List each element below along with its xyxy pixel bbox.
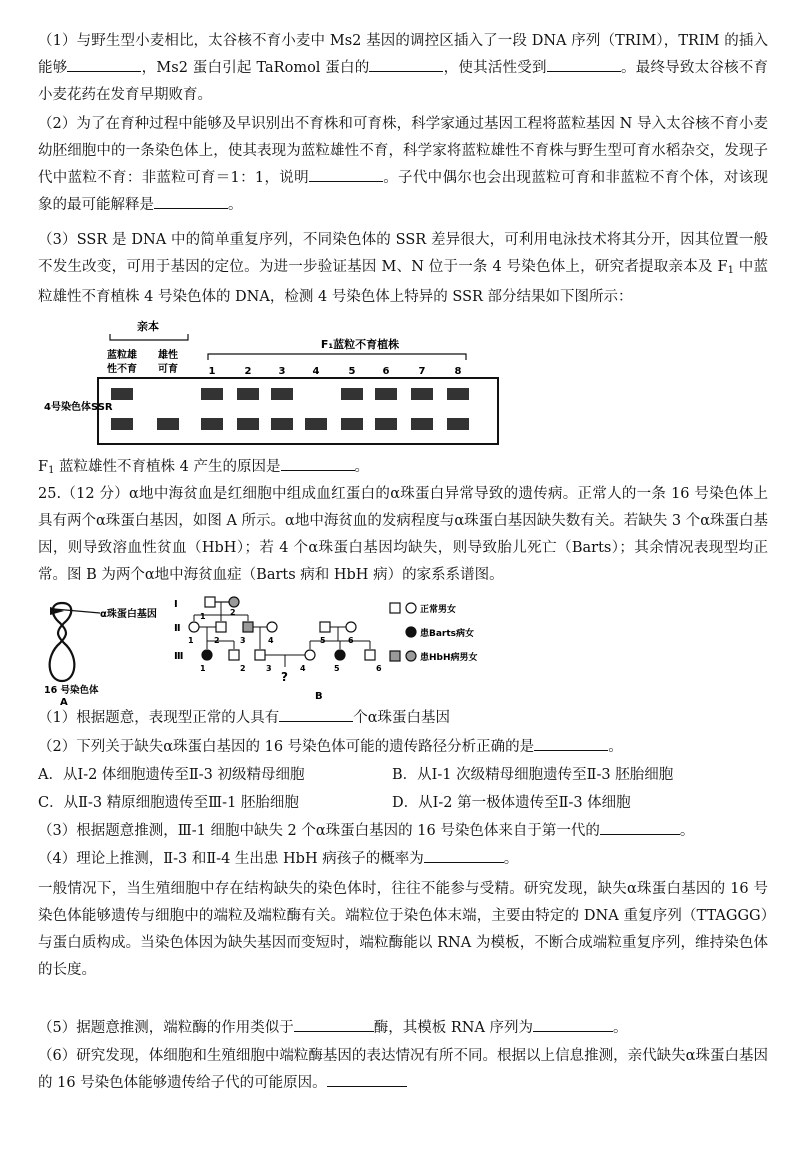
gel-band	[341, 388, 363, 400]
f1-label: F₁蓝粒不育植株	[320, 338, 400, 351]
subscript: 1	[48, 465, 55, 476]
parents-label: 亲本	[137, 320, 159, 333]
pedigree-I-1-male	[205, 597, 215, 607]
parent2-label: 雄性	[158, 350, 178, 361]
q25-part3	[38, 818, 768, 845]
gene-label: α珠蛋白基因	[100, 609, 157, 620]
gel-band	[375, 418, 397, 430]
answer-blank[interactable]	[67, 57, 141, 72]
pedigree-figure	[170, 593, 390, 703]
pedigree-unknown-child: ?	[281, 670, 288, 684]
q24-part1-text-a: （1）与野生型小麦相比，太谷核不育小麦中 Ms2 基因的调控区插入了一段 DNA 序列（TRIM），TRIM 的插入能够	[38, 33, 768, 76]
gel-band	[271, 418, 293, 430]
subscript: 1	[727, 265, 734, 276]
q25-part5-text-b: 酶，其模板 RNA 序列为	[373, 1020, 534, 1036]
pedigree-II-4	[267, 622, 277, 632]
figure-a	[40, 595, 170, 705]
lane-label-7: 7	[418, 366, 426, 377]
q25-part4-text-a: （4）理论上推测，Ⅱ-3 和Ⅱ-4 生出患 HbH 病孩子的概率为	[38, 851, 424, 867]
pedigree-II-1	[189, 622, 199, 632]
pedigree-number: 5	[320, 636, 326, 645]
legend-barts-icon	[406, 627, 416, 637]
gel-frame	[98, 378, 498, 444]
pedigree-number: 4	[268, 636, 274, 645]
q24-part1	[38, 28, 768, 109]
legend-normal-female-icon	[406, 603, 416, 613]
q24-part2-text-c: 。	[228, 197, 243, 213]
lane-label-5: 5	[348, 366, 356, 377]
answer-blank[interactable]	[309, 167, 383, 182]
parent1-label: 蓝粒雄	[107, 350, 137, 361]
gel-band	[237, 388, 259, 400]
pedigree-III-4	[305, 650, 315, 660]
q25-part5	[38, 1015, 768, 1042]
gel-band	[201, 388, 223, 400]
option-b[interactable]: B．从Ⅰ-1 次级精母细胞遗传至Ⅱ-3 胚胎细胞	[392, 767, 674, 783]
pedigree-II-5	[320, 622, 330, 632]
q24-part1-text-c: ，使其活性受到	[443, 60, 547, 76]
answer-blank[interactable]	[547, 57, 621, 72]
lane-labels	[209, 366, 462, 377]
pedigree-II-6	[346, 622, 356, 632]
q25-part2	[38, 734, 768, 761]
chromosome-16-shape	[50, 603, 75, 681]
pedigree-number: 2	[240, 664, 246, 673]
q24-part2	[38, 111, 768, 219]
q24-part1-text-d: 。最终导致太谷核不育小麦花药在发育早期败育。	[38, 60, 769, 103]
gel-band	[271, 388, 293, 400]
answer-blank[interactable]	[534, 736, 608, 751]
gel-band	[157, 418, 179, 430]
lane-label-8: 8	[454, 366, 462, 377]
pedigree-I-2-hbh-female	[229, 597, 239, 607]
pedigree-III-3	[255, 650, 265, 660]
pedigree-number: 4	[300, 664, 306, 673]
generation-II-label: Ⅱ	[174, 623, 181, 634]
q25-part4	[38, 846, 768, 873]
pedigree-number: 1	[200, 612, 206, 621]
q25-part1-text-b: 个α珠蛋白基因	[353, 710, 451, 726]
legend-barts-label: 患Barts病女	[420, 629, 475, 639]
chromosome-label: 16 号染色体	[44, 685, 99, 696]
lane-label-1: 1	[208, 366, 216, 377]
figure-b-label: B	[315, 691, 323, 702]
answer-blank[interactable]	[533, 1017, 613, 1032]
legend-hbh-female-icon	[406, 651, 416, 661]
legend-hbh-label: 患HbH病男女	[420, 653, 478, 663]
ssr-row-label: 4号染色体SSR	[44, 402, 113, 413]
q25-intro: 25.（12 分）α地中海贫血是红细胞中组成血红蛋白的α珠蛋白异常导致的遗传病。正常人的一条 16 号染色体上具有两个α珠蛋白基因，如图 A 所示。α地中海贫血的发病程度与α珠蛋白基因缺失数有关。若缺失 3 个α珠蛋白基因，则导致溶血性贫血（HbH）；若 4 个α珠蛋白基因均缺失，则导致胎儿死亡（Barts）；其余情况表现型均正常。图 B 为两个α地中海贫血症（Barts 病和 HbH 病）的家系系谱图。	[38, 486, 768, 583]
q25-part2-end: 。	[608, 739, 623, 755]
option-c[interactable]: C．从Ⅱ-3 精原细胞遗传至Ⅲ-1 胚胎细胞	[38, 795, 299, 811]
pedigree-II-2	[216, 622, 226, 632]
q25-telomere-text: 一般情况下，当生殖细胞中存在结构缺失的染色体时，往往不能参与受精。研究发现，缺失α珠蛋白基因的 16 号染色体能够遗传与细胞中的端粒及端粒酶有关。端粒位于染色体末端，主要由特定的 DNA 重复序列（TTAGGG）与蛋白质构成。当染色体因为缺失基因而变短时，端粒酶能以 RNA 为模板，不断合成端粒重复序列，维持染色体的长度。	[38, 881, 768, 978]
lane-label-4: 4	[312, 366, 320, 377]
gel-band	[305, 418, 327, 430]
gel-band	[447, 418, 469, 430]
parent2-label-2: 可育	[158, 364, 178, 375]
generation-I-label: Ⅰ	[174, 599, 178, 610]
q25-part2-text: （2）下列关于缺失α珠蛋白基因的 16 号染色体可能的遗传路径分析正确的是	[38, 739, 535, 755]
q24-part3	[38, 227, 768, 311]
gel-band	[411, 418, 433, 430]
pedigree-III-1-barts-female	[202, 650, 212, 660]
pedigree-number: 3	[240, 636, 246, 645]
figure-a-label: A	[60, 697, 68, 705]
lane-label-3: 3	[278, 366, 286, 377]
pedigree-number: 2	[214, 636, 220, 645]
answer-blank[interactable]	[600, 820, 680, 835]
q24-part1-text-b: ，Ms2 蛋白引起 TaRomol 蛋白的	[141, 60, 370, 76]
f1-bracket	[208, 354, 466, 360]
q25-part5-text-c: 。	[613, 1020, 628, 1036]
gel-band	[411, 388, 433, 400]
lane-label-6: 6	[382, 366, 390, 377]
q25-part1-text-a: （1）根据题意，表现型正常的人具有	[38, 710, 280, 726]
q25-part3-text-a: （3）根据题意推测，Ⅲ-1 细胞中缺失 2 个α珠蛋白基因的 16 号染色体来自于第一代的	[38, 823, 600, 839]
pedigree-number: 1	[200, 664, 206, 673]
q25-part4-text-b: 。	[503, 851, 519, 867]
legend-hbh-male-icon	[390, 651, 400, 661]
pedigree-number: 1	[188, 636, 194, 645]
q24-part4	[38, 454, 768, 484]
gel-band	[447, 388, 469, 400]
q25-part3-text-b: 。	[679, 823, 695, 839]
pedigree-II-3-hbh-male	[243, 622, 253, 632]
answer-blank[interactable]	[327, 1072, 407, 1087]
q25-part6	[38, 1043, 768, 1097]
q25-part1	[38, 705, 768, 732]
answer-blank[interactable]	[424, 848, 504, 863]
gel-band	[341, 418, 363, 430]
legend-normal-label: 正常男女	[420, 605, 457, 615]
option-d[interactable]: D．从Ⅰ-2 第一极体遗传至Ⅱ-3 体细胞	[392, 795, 631, 811]
generation-III-label: Ⅲ	[174, 651, 184, 662]
option-a[interactable]: A．从Ⅰ-2 体细胞遗传至Ⅱ-3 初级精母细胞	[38, 767, 305, 783]
answer-blank[interactable]	[281, 456, 355, 471]
q24-part4-text-c: 。	[354, 459, 369, 475]
pedigree-III-2	[229, 650, 239, 660]
pedigree-legend	[388, 600, 498, 668]
answer-blank[interactable]	[154, 194, 228, 209]
pedigree-number: 2	[230, 608, 236, 617]
answer-blank[interactable]	[279, 707, 353, 722]
parent1-label-2: 性不育	[107, 364, 137, 375]
q24-part4-text-b: 蓝粒雄性不育植株 4 产生的原因是	[54, 459, 281, 475]
lane-label-2: 2	[244, 366, 252, 377]
q24-part2-text-a: （2）为了在育种过程中能够及早识别出不育株和可育株，科学家通过基因工程将蓝粒基因 N 导入太谷核不育小麦幼胚细胞中的一条染色体上，使其表现为蓝粒雄性不育，科学家将蓝粒雄性不育株与野生型可育水稻杂交，发现子代中蓝粒不育：非蓝粒可育＝1：1，说明	[38, 116, 768, 186]
answer-blank[interactable]	[294, 1017, 374, 1032]
pedigree-number: 5	[334, 664, 340, 673]
pedigree-number: 6	[348, 636, 354, 645]
pedigree-number: 6	[376, 664, 382, 673]
parents-bracket	[110, 334, 188, 340]
gene-marker-icon	[50, 607, 64, 615]
q24-part4-text-a: F	[38, 459, 49, 475]
gel-band	[375, 388, 397, 400]
legend-normal-male-icon	[390, 603, 400, 613]
q24-part3-text-b: 中蓝粒雄性不育植株 4 号染色体的 DNA，检测 4 号染色体上特异的 SSR 部分结果如下图所示：	[38, 259, 768, 305]
pedigree-III-6	[365, 650, 375, 660]
q25-part6-text: （6）研究发现，体细胞和生殖细胞中端粒酶基因的表达情况有所不同。根据以上信息推测，亲代缺失α珠蛋白基因的 16 号染色体能够遗传给子代的可能原因。	[38, 1048, 768, 1091]
q24-part3-text-a: （3）SSR 是 DNA 中的简单重复序列，不同染色体的 SSR 差异很大，可利用电泳技术将其分开，因其位置一般不发生改变，可用于基因的定位。为进一步验证基因 M、N 位于一条 4 号染色体上，研究者提取亲本及 F	[38, 232, 768, 275]
q25-part5-text-a: （5）据题意推测，端粒酶的作用类似于	[38, 1020, 294, 1036]
pedigree-number: 3	[266, 664, 272, 673]
q24-part2-text-b: 。子代中偶尔也会出现蓝粒可育和非蓝粒不育个体，对该现象的最可能解释是	[38, 170, 769, 213]
answer-blank[interactable]	[369, 57, 443, 72]
pedigree-III-5-barts-female	[335, 650, 345, 660]
gel-band	[201, 418, 223, 430]
gel-band	[237, 418, 259, 430]
gel-band	[111, 388, 133, 400]
gel-band	[111, 418, 133, 430]
ssr-figure	[40, 318, 520, 448]
